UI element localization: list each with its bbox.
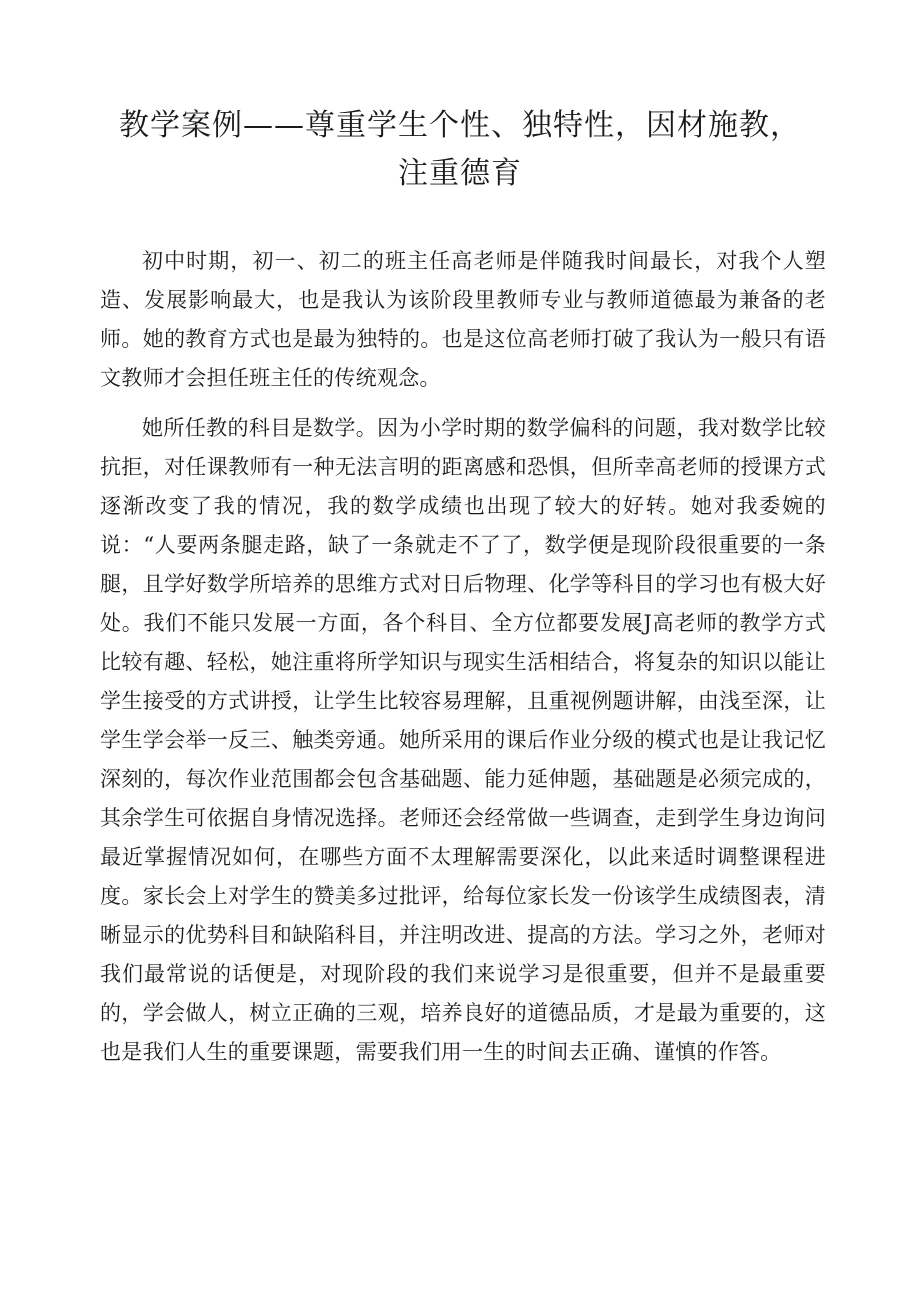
paragraph-1: 初中时期，初一、初二的班主任高老师是伴随我时间最长，对我个人塑造、发展影响最大，也是我认为该阶段里教师专业与教师道德最为兼备的老师。她的教育方式也是最为独特的。也是这位高老师打破了我认为一般只有语文教师才会担任班主任的传统观念。	[100, 249, 826, 390]
paragraph-2: 她所任教的科目是数学。因为小学时期的数学偏科的问题，我对数学比较抗拒，对任课教师有一种无法言明的距离感和恐惧，但所幸高老师的授课方式逐渐改变了我的情况，我的数学成绩也出现了较大的好转。她对我委婉的说：“人要两条腿走路，缺了一条就走不了了，数学便是现阶段很重要的一条腿，且学好数学所培养的思维方式对日后物理、化学等科目的学习也有极大好处。我们不能只发展一方面，各个科目、全方位都要发展J高老师的教学方式比较有趣、轻松，她注重将所学知识与现实生活相结合，将复杂的知识以能让学生接受的方式讲授，让学生比较容易理解，且重视例题讲解，由浅至深，让学生学会举一反三、触类旁通。她所采用的课后作业分级的模式也是让我记忆深刻的，每次作业范围都会包含基础题、能力延伸题，基础题是必须完成的，其余学生可依据自身情况选择。老师还会经常做一些调查，走到学生身边询问最近掌握情况如何，在哪些方面不太理解需要深化，以此来适时调整课程进度。家长会上对学生的赞美多过批评，给每位家长发一份该学生成绩图表，清晰显示的优势科目和缺陷科目，并注明改进、提高的方法。学习之外，老师对我们最常说的话便是，对现阶段的我们来说学习是很重要，但并不是最重要的，学会做人，树立正确的三观，培养良好的道德品质，才是最为重要的，这也是我们人生的重要课题，需要我们用一生的时间去正确、谨慎的作答。	[100, 416, 826, 1064]
document-body	[100, 242, 826, 1083]
document-title-line2: 注重德育	[398, 156, 522, 191]
document-title-line1: 教学案例——尊重学生个性、独特性，因材施教，	[119, 108, 801, 143]
